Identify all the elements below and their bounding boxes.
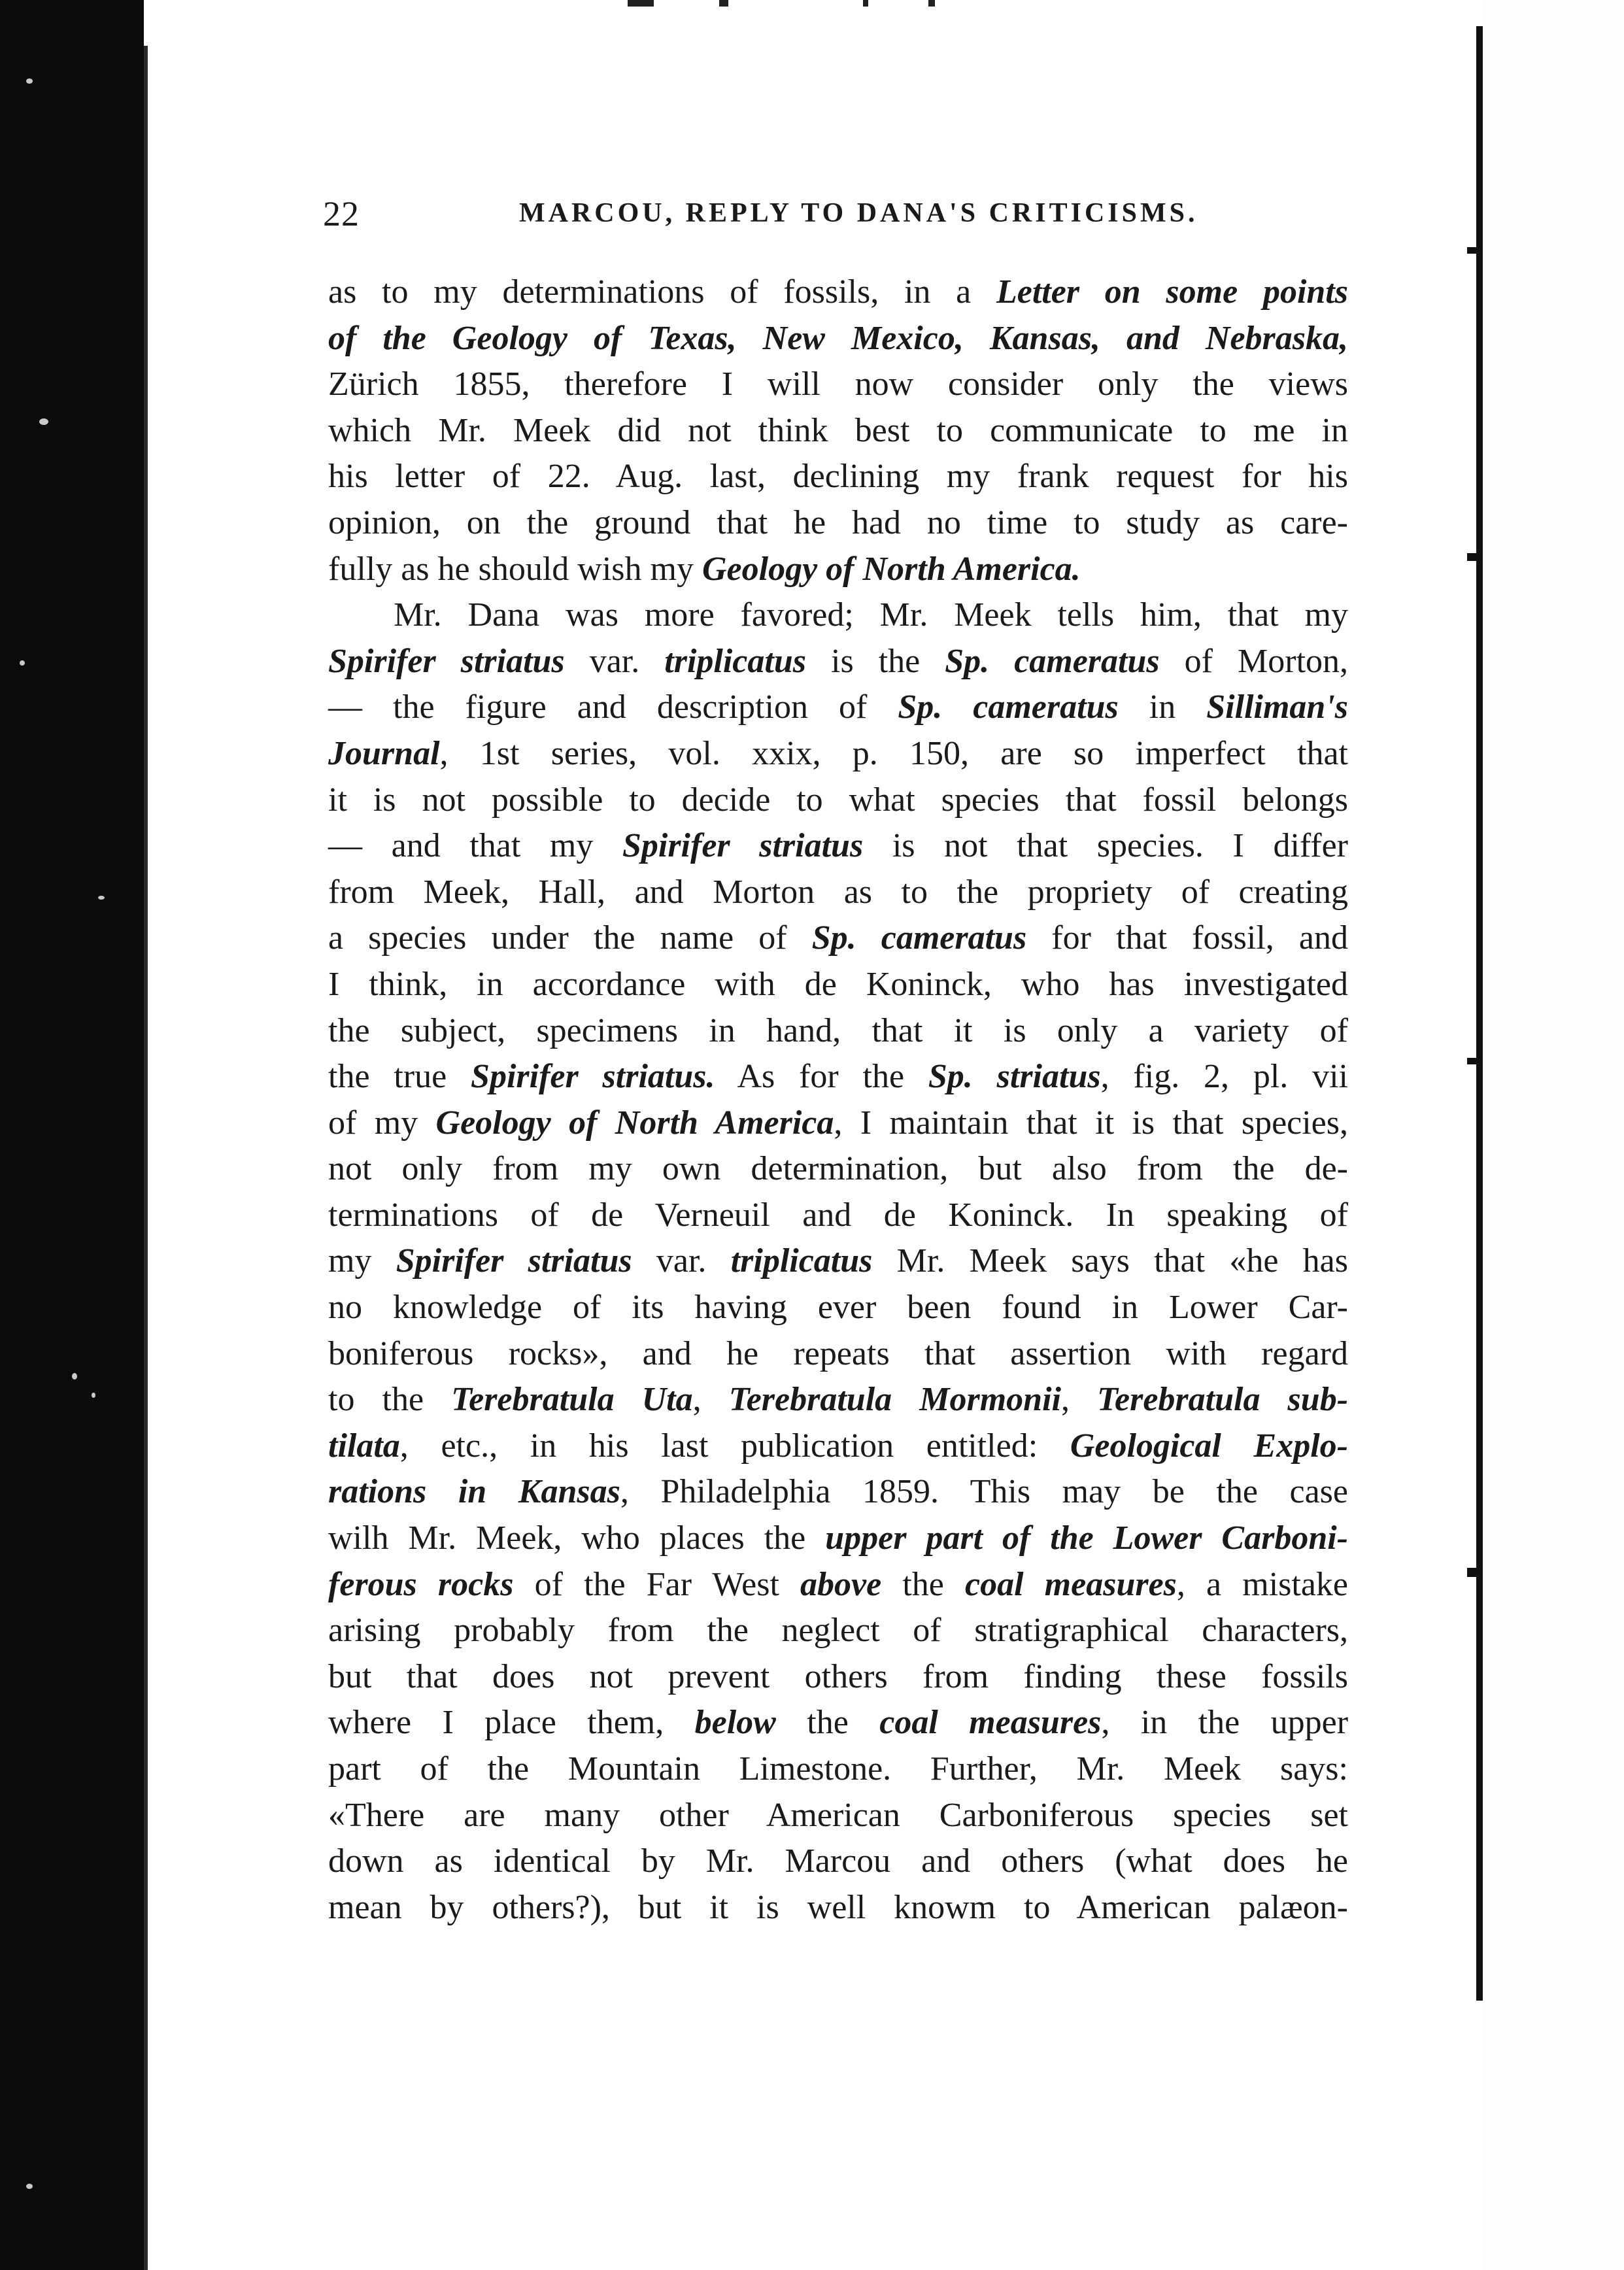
- text-line: [328, 639, 1348, 685]
- text-line: [328, 1423, 1348, 1470]
- text-run: but that does not prevent others from finding these fossils: [328, 1657, 1348, 1695]
- text-line: [328, 1885, 1348, 1931]
- text-line: [328, 1469, 1348, 1516]
- text-run: the: [881, 1565, 966, 1603]
- text-line: [328, 1700, 1348, 1746]
- text-run: , fig. 2, pl. vii: [1100, 1058, 1349, 1096]
- text-line: [328, 408, 1348, 454]
- text-line: [328, 269, 1348, 316]
- text-line: [328, 1146, 1348, 1193]
- text-run: ,: [1060, 1381, 1098, 1419]
- text-run: part of the Mountain Limestone. Further, Mr. Meek says:: [328, 1750, 1348, 1787]
- italic-run: Letter on some points: [996, 273, 1348, 311]
- text-line: [328, 1193, 1348, 1239]
- text-line: [328, 870, 1348, 916]
- text-run: the subject, specimens in hand, that it is only a variety of: [328, 1011, 1348, 1049]
- text-line: [328, 962, 1348, 1008]
- text-run: Mr. Meek says that «he has: [872, 1242, 1349, 1280]
- italic-run: Spirifer striatus: [396, 1242, 632, 1280]
- text-run: «There are many other American Carboniferous species set: [328, 1796, 1348, 1834]
- text-line: [328, 1746, 1348, 1793]
- text-line: [328, 1054, 1348, 1100]
- italic-run: Terebratula Mormonii: [728, 1381, 1061, 1419]
- running-title: MARCOU, REPLY TO DANA'S CRITICISMS.: [519, 198, 1198, 228]
- italic-run: coal measures: [965, 1565, 1177, 1603]
- text-run: mean by others?), but it is well knowm to American palæon-: [328, 1888, 1348, 1926]
- text-run: down as identical by Mr. Marcou and others (what does he: [328, 1842, 1348, 1880]
- italic-run: Silliman's: [1206, 688, 1349, 726]
- text-run: it is not possible to decide to what species that fossil belongs: [328, 781, 1348, 819]
- scan-dark-margin: [0, 0, 144, 2270]
- text-run: wilh Mr. Meek, who places the: [328, 1519, 826, 1557]
- italic-run: Sp. cameratus: [898, 688, 1119, 726]
- text-line: [328, 1285, 1348, 1331]
- italic-run: Sp. striatus: [928, 1058, 1101, 1096]
- italic-run: rations in Kansas: [328, 1473, 620, 1511]
- text-run: of Morton,: [1159, 642, 1349, 680]
- italic-run: coal measures: [879, 1704, 1102, 1742]
- text-run: of my: [328, 1104, 436, 1142]
- page-number: 22: [323, 194, 360, 233]
- text-line: [328, 547, 1348, 593]
- text-run: , a mistake: [1176, 1565, 1349, 1603]
- text-run: not only from my own determination, but also from the de-: [328, 1150, 1348, 1188]
- text-run: as to my determinations of fossils, in a: [328, 273, 996, 311]
- text-line: [328, 1331, 1348, 1378]
- text-run: arising probably from the neglect of stratigraphical characters,: [328, 1612, 1348, 1650]
- text-run: the: [775, 1704, 880, 1742]
- text-run: opinion, on the ground that he had no time to study as care-: [328, 503, 1348, 541]
- italic-run: Spirifer striatus.: [471, 1058, 715, 1096]
- text-run: from Meek, Hall, and Morton as to the propriety of creating: [328, 873, 1348, 911]
- text-run: , in the upper: [1101, 1704, 1349, 1742]
- text-line: [328, 592, 1348, 639]
- body-text: [328, 269, 1348, 1931]
- text-run: of the Far West: [513, 1565, 801, 1603]
- text-run: — and that my: [328, 827, 622, 865]
- text-run: As for the: [715, 1058, 928, 1096]
- running-head: [323, 194, 1349, 239]
- text-run: var.: [632, 1242, 731, 1280]
- text-run: is the: [805, 642, 945, 680]
- italic-run: ferous rocks: [328, 1565, 514, 1603]
- text-line: [328, 915, 1348, 962]
- italic-run: of the Geology of Texas, New Mexico, Kansas, and Nebraska,: [328, 319, 1348, 357]
- text-run: where I place them,: [328, 1704, 695, 1742]
- text-run: ,: [692, 1381, 729, 1419]
- text-line: [328, 1562, 1348, 1608]
- gutter-line: [1476, 26, 1483, 2001]
- italic-run: triplicatus: [664, 642, 806, 680]
- text-run: fully as he should wish my: [328, 550, 702, 588]
- italic-run: Geology of North America.: [702, 550, 1081, 588]
- text-line: [328, 1008, 1348, 1055]
- text-line: [328, 777, 1348, 824]
- text-run: Mr. Dana was more favored; Mr. Meek tells him, that my: [394, 596, 1348, 634]
- text-run: terminations of de Verneuil and de Koninck. In speaking of: [328, 1196, 1348, 1234]
- text-run: my: [328, 1242, 396, 1280]
- text-line: [328, 823, 1348, 870]
- text-run: — the figure and description of: [328, 688, 898, 726]
- text-run: the true: [328, 1058, 471, 1096]
- italic-run: Geology of North America: [435, 1104, 834, 1142]
- italic-run: Spirifer striatus: [622, 827, 864, 865]
- text-line: [328, 1793, 1348, 1839]
- text-run: var.: [564, 642, 665, 680]
- text-line: [328, 1516, 1348, 1562]
- italic-run: triplicatus: [730, 1242, 873, 1280]
- text-run: Zürich 1855, therefore I will now consider only the views: [328, 365, 1348, 403]
- italic-run: Sp. cameratus: [945, 642, 1160, 680]
- text-line: [328, 1654, 1348, 1701]
- italic-run: Terebratula sub-: [1097, 1381, 1349, 1419]
- text-run: to the: [328, 1381, 452, 1419]
- text-line: [328, 1608, 1348, 1654]
- text-line: [328, 1238, 1348, 1285]
- italic-run: Geological Explo-: [1070, 1427, 1348, 1465]
- text-line: [328, 454, 1348, 500]
- text-run: which Mr. Meek did not think best to communicate to me in: [328, 411, 1348, 449]
- text-run: , I maintain that it is that species,: [834, 1104, 1348, 1142]
- text-line: [328, 1100, 1348, 1147]
- italic-run: tilata: [328, 1427, 400, 1465]
- text-line: [328, 1838, 1348, 1885]
- italic-run: Terebratula Uta: [451, 1381, 693, 1419]
- text-line: [328, 731, 1348, 777]
- text-run: for that fossil, and: [1026, 919, 1348, 957]
- italic-run: above: [800, 1565, 882, 1603]
- italic-run: Journal: [328, 734, 440, 772]
- scan-top-noise: [588, 0, 1046, 10]
- text-run: a species under the name of: [328, 919, 812, 957]
- text-run: his letter of 22. Aug. last, declining my frank request for his: [328, 458, 1348, 496]
- italic-run: Sp. cameratus: [811, 919, 1027, 957]
- text-line: [328, 685, 1348, 731]
- italic-run: upper part of the Lower Carboni-: [825, 1519, 1348, 1557]
- italic-run: Spirifer striatus: [328, 642, 565, 680]
- text-run: I think, in accordance with de Koninck, who has investigated: [328, 965, 1348, 1003]
- text-run: , 1st series, vol. xxix, p. 150, are so imperfect that: [439, 734, 1348, 772]
- text-line: [328, 316, 1348, 362]
- text-run: in: [1118, 688, 1207, 726]
- text-run: , etc., in his last publication entitled:: [399, 1427, 1070, 1465]
- italic-run: below: [694, 1704, 776, 1742]
- text-line: [328, 362, 1348, 408]
- text-run: is not that species. I differ: [863, 827, 1348, 865]
- text-line: [328, 500, 1348, 547]
- text-line: [328, 1377, 1348, 1423]
- text-run: no knowledge of its having ever been found in Lower Car-: [328, 1289, 1348, 1327]
- text-run: boniferous rocks», and he repeats that assertion with regard: [328, 1334, 1348, 1372]
- facing-page-edge: [1483, 0, 1624, 2270]
- text-run: , Philadelphia 1859. This may be the case: [620, 1473, 1348, 1511]
